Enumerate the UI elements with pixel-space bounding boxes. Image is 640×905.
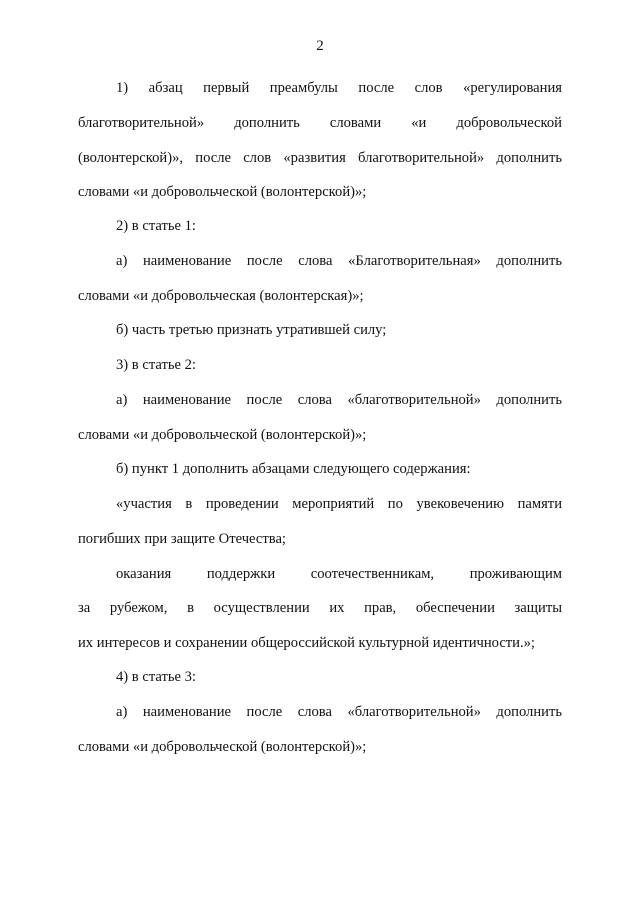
paragraph-line: 4) в статье 3: bbox=[116, 669, 196, 685]
paragraph-line: б) часть третью признать утратившей силу; bbox=[116, 322, 387, 338]
paragraph-line: (волонтерской)», после слов «развития благотворительной» дополнить bbox=[78, 150, 562, 166]
paragraph-line: б) пункт 1 дополнить абзацами следующего содержания: bbox=[116, 461, 471, 477]
paragraph-line: погибших при защите Отечества; bbox=[78, 531, 286, 547]
paragraph-line: за рубежом, в осуществлении их прав, обеспечении защиты bbox=[78, 600, 562, 616]
paragraph-line: словами «и добровольческой (волонтерской)»; bbox=[78, 184, 367, 200]
paragraph-line: а) наименование после слова «благотворительной» дополнить bbox=[116, 392, 562, 408]
paragraph-line: а) наименование после слова «Благотворительная» дополнить bbox=[116, 253, 562, 269]
paragraph-line: а) наименование после слова «благотворительной» дополнить bbox=[116, 704, 562, 720]
page-number: 2 bbox=[316, 38, 324, 54]
paragraph-line: благотворительной» дополнить словами «и добровольческой bbox=[78, 115, 562, 131]
paragraph-line: словами «и добровольческой (волонтерской)»; bbox=[78, 739, 367, 755]
paragraph-line: оказания поддержки соотечественникам, проживающим bbox=[116, 566, 562, 582]
paragraph-line: 1) абзац первый преамбулы после слов «регулирования bbox=[116, 80, 562, 96]
paragraph-line: 2) в статье 1: bbox=[116, 218, 196, 234]
paragraph-line: словами «и добровольческой (волонтерской)»; bbox=[78, 427, 367, 443]
paragraph-line: 3) в статье 2: bbox=[116, 357, 196, 373]
paragraph-line: словами «и добровольческая (волонтерская)»; bbox=[78, 288, 364, 304]
paragraph-line: их интересов и сохранении общероссийской культурной идентичности.»; bbox=[78, 635, 535, 651]
paragraph-line: «участия в проведении мероприятий по увековечению памяти bbox=[116, 496, 562, 512]
